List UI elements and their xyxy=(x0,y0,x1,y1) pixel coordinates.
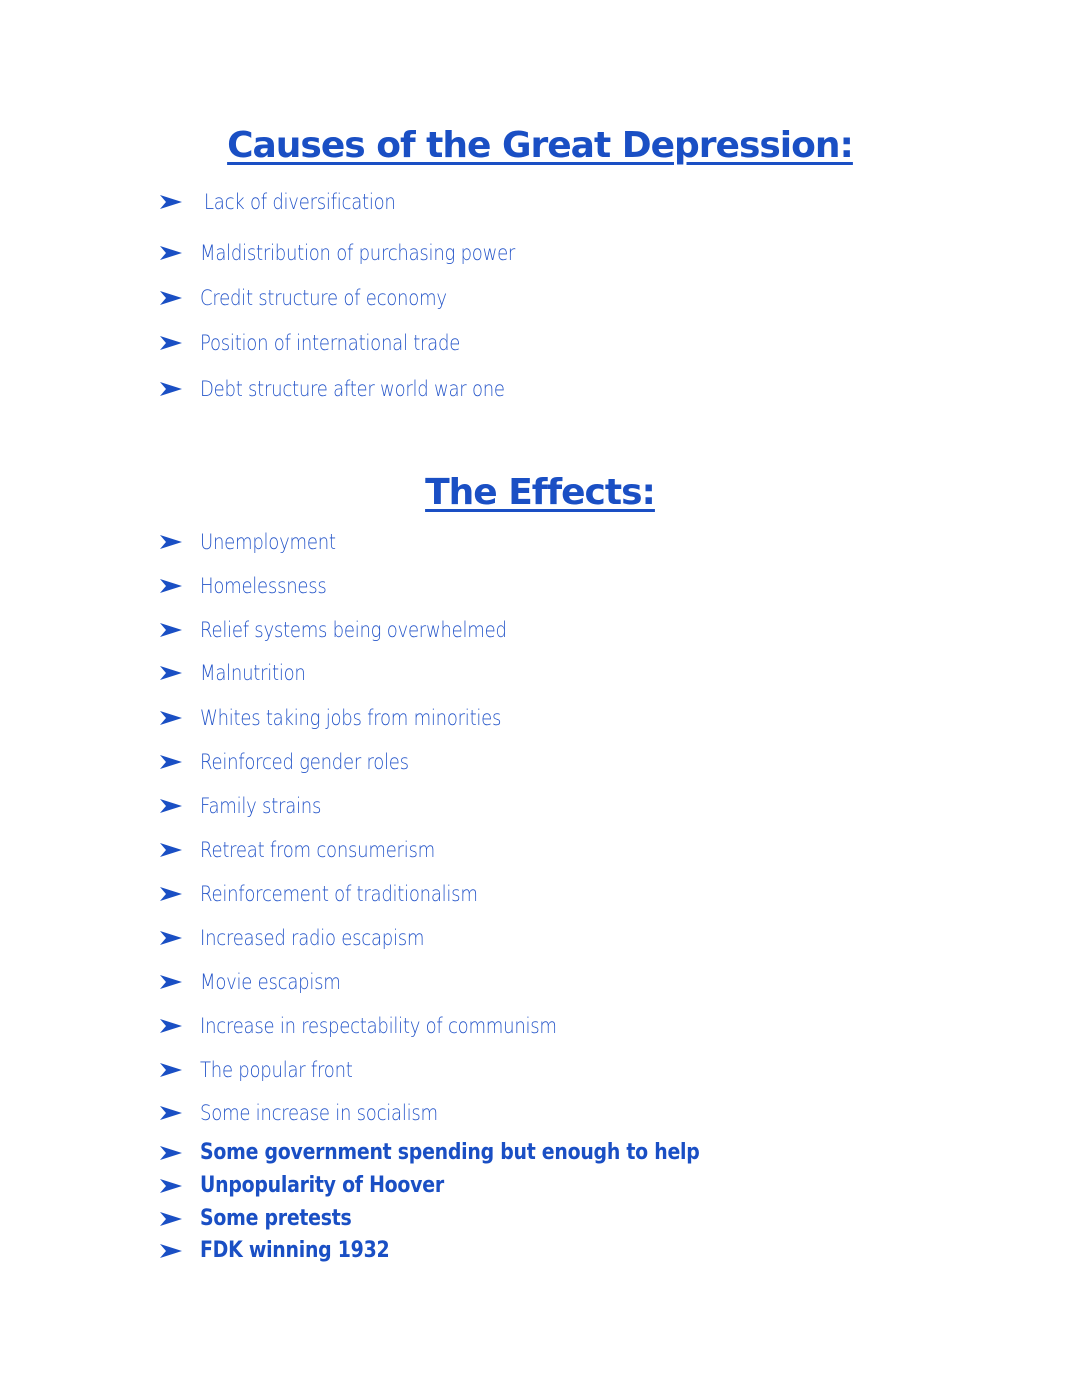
arrowhead-bullet-icon xyxy=(160,754,182,770)
list-item: Homelessness xyxy=(160,574,347,598)
arrowhead-bullet-icon xyxy=(160,1243,182,1259)
list-item: Maldistribution of purchasing power xyxy=(160,241,566,265)
list-item: Reinforced gender roles xyxy=(160,750,443,774)
arrowhead-bullet-icon xyxy=(160,534,182,550)
list-item: Reinforcement of traditionalism xyxy=(160,882,523,906)
arrowhead-bullet-icon xyxy=(160,194,182,210)
arrowhead-bullet-icon xyxy=(160,381,182,397)
arrowhead-bullet-icon xyxy=(160,245,182,261)
list-item-bold: Some government spending but enough to help xyxy=(160,1140,781,1165)
arrowhead-bullet-icon xyxy=(160,335,182,351)
list-item: Whites taking jobs from minorities xyxy=(160,706,550,730)
list-item: Movie escapism xyxy=(160,970,363,994)
list-item-bold: Some pretests xyxy=(160,1206,376,1231)
list-item: Relief systems being overwhelmed xyxy=(160,618,557,642)
arrowhead-bullet-icon xyxy=(160,1178,182,1194)
arrowhead-bullet-icon xyxy=(160,622,182,638)
arrowhead-bullet-icon xyxy=(160,886,182,902)
arrowhead-bullet-icon xyxy=(160,842,182,858)
effects-heading: The Effects: xyxy=(425,472,655,513)
list-item: Debt structure after world war one xyxy=(160,377,554,401)
list-item: Unemployment xyxy=(160,530,358,554)
arrowhead-bullet-icon xyxy=(160,1145,182,1161)
list-item: The popular front xyxy=(160,1058,377,1082)
list-item-bold: Unpopularity of Hoover xyxy=(160,1173,484,1198)
arrowhead-bullet-icon xyxy=(160,710,182,726)
list-item: Position of international trade xyxy=(160,331,502,355)
list-item: Increase in respectability of communism xyxy=(160,1014,615,1038)
arrowhead-bullet-icon xyxy=(160,974,182,990)
list-item: Lack of diversification xyxy=(160,190,427,214)
arrowhead-bullet-icon xyxy=(160,930,182,946)
arrowhead-bullet-icon xyxy=(160,290,182,306)
list-item: Malnutrition xyxy=(160,661,323,685)
list-item: Some increase in socialism xyxy=(160,1101,477,1125)
arrowhead-bullet-icon xyxy=(160,1062,182,1078)
list-item: Credit structure of economy xyxy=(160,286,487,310)
causes-heading: Causes of the Great Depression: xyxy=(227,125,853,166)
list-item: Retreat from consumerism xyxy=(160,838,473,862)
arrowhead-bullet-icon xyxy=(160,1211,182,1227)
list-item: Increased radio escapism xyxy=(160,926,461,950)
arrowhead-bullet-icon xyxy=(160,665,182,681)
arrowhead-bullet-icon xyxy=(160,578,182,594)
arrowhead-bullet-icon xyxy=(160,1105,182,1121)
arrowhead-bullet-icon xyxy=(160,1018,182,1034)
arrowhead-bullet-icon xyxy=(160,798,182,814)
list-item: Family strains xyxy=(160,794,341,818)
list-item-bold: FDK winning 1932 xyxy=(160,1238,420,1263)
